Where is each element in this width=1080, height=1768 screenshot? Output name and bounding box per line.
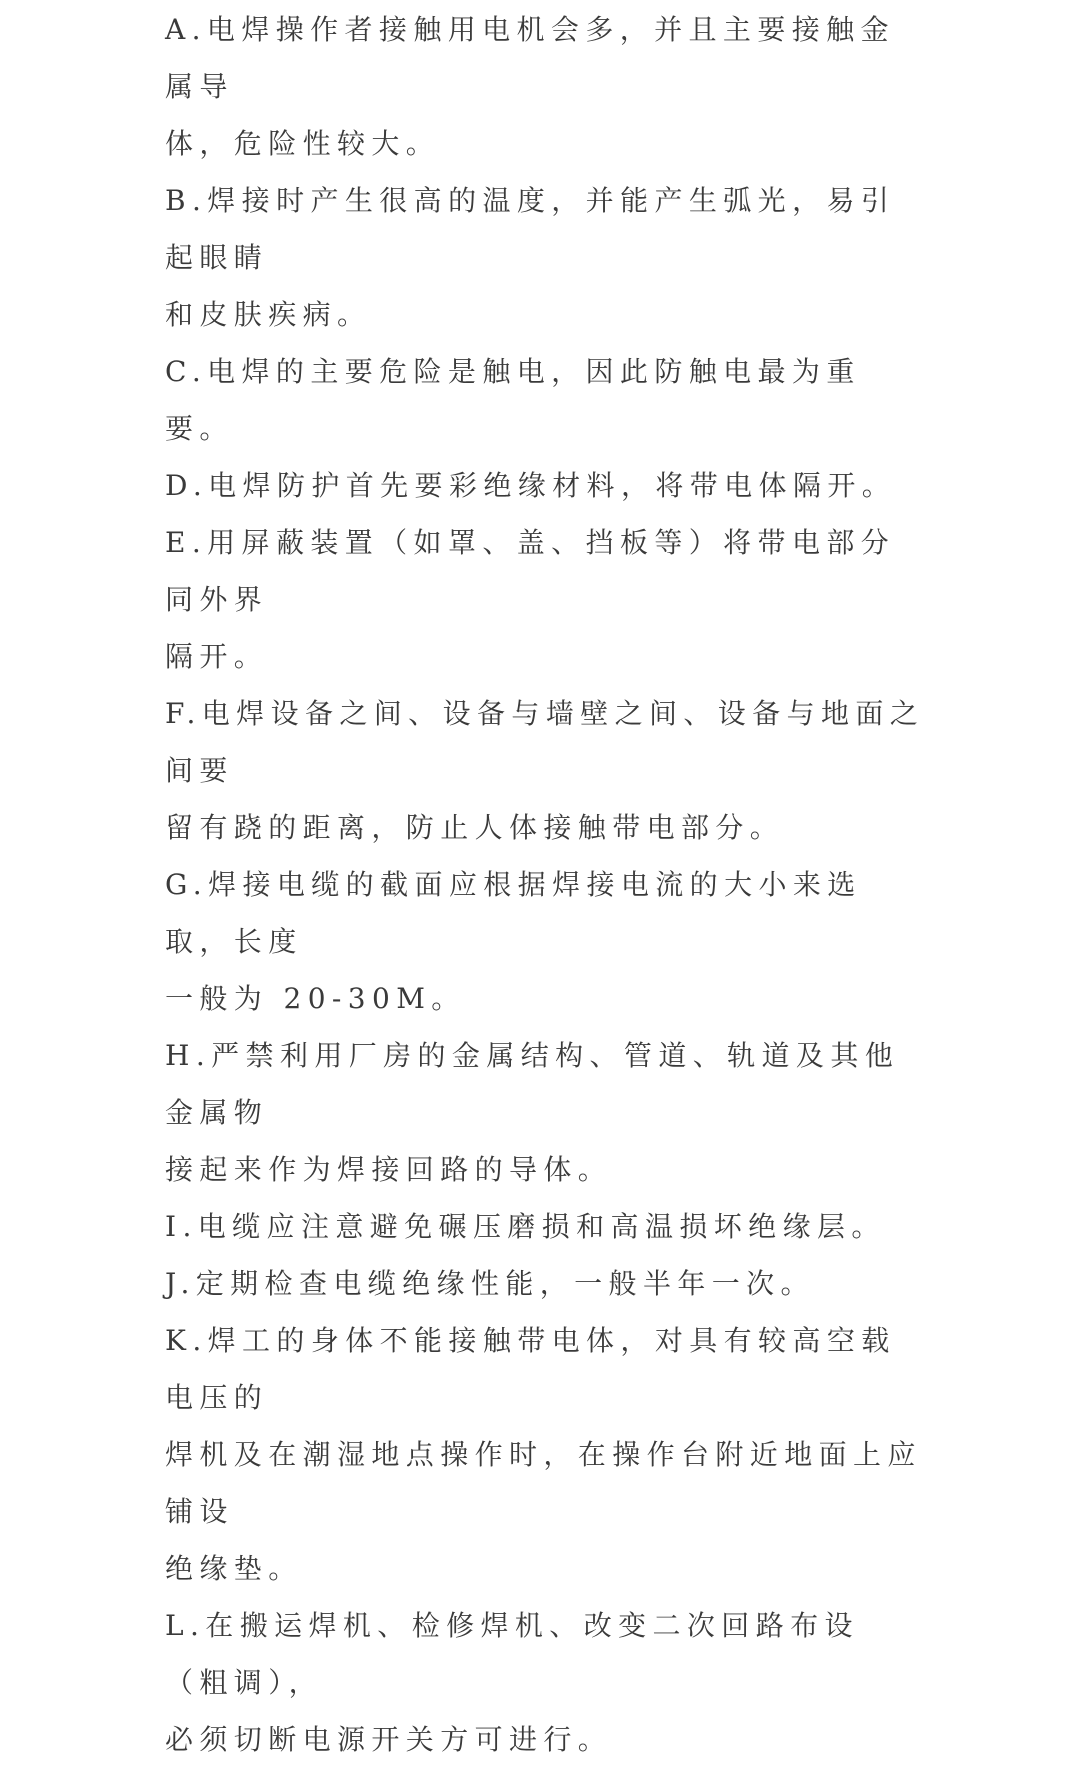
rule-item-h: [165, 1027, 925, 1198]
rule-line: 一般为 20-30M。: [165, 982, 466, 1015]
rule-item-f: [165, 685, 925, 856]
rule-line: E.用屏蔽装置（如罩、盖、挡板等）将带电部分同外界: [165, 526, 896, 616]
rule-item-c: [165, 343, 925, 457]
rule-item-k: [165, 1312, 925, 1597]
rule-line: D.电焊防护首先要彩绝缘材料，将带电体隔开。: [165, 469, 897, 502]
rule-line: J.定期检查电缆绝缘性能，一般半年一次。: [165, 1267, 815, 1300]
rule-item-i: [165, 1198, 925, 1255]
rule-line: 绝缘垫。: [165, 1552, 303, 1585]
rule-line: 焊机及在潮湿地点操作时，在操作台附近地面上应铺设: [165, 1438, 922, 1528]
rule-item-e: [165, 514, 925, 685]
rule-line: 留有跷的距离，防止人体接触带电部分。: [165, 811, 785, 844]
rule-item-l: [165, 1597, 925, 1768]
rule-line: 和皮肤疾病。: [165, 298, 372, 331]
rule-line: I.电缆应注意避免碾压磨损和高温损坏绝缘层。: [165, 1210, 886, 1243]
rule-line: 体，危险性较大。: [165, 127, 441, 160]
rule-line: F.电焊设备之间、设备与墙壁之间、设备与地面之间要: [165, 697, 925, 787]
rule-line: L.在搬运焊机、检修焊机、改变二次回路布设（粗调），: [165, 1609, 859, 1699]
rule-line: K.焊工的身体不能接触带电体，对具有较高空载电压的: [165, 1324, 896, 1414]
rule-line: C.电焊的主要危险是触电，因此防触电最为重要。: [165, 355, 861, 445]
rule-line: 接起来作为焊接回路的导体。: [165, 1153, 613, 1186]
rule-item-g: [165, 856, 925, 1027]
rule-line: A.电焊操作者接触用电机会多，并且主要接触金属导: [165, 13, 895, 103]
rule-line: H.严禁利用厂房的金属结构、管道、轨道及其他金属物: [165, 1039, 900, 1129]
rule-item-b: [165, 172, 925, 343]
rule-line: G.焊接电缆的截面应根据焊接电流的大小来选取，长度: [165, 868, 862, 958]
rule-line: B.焊接时产生很高的温度，并能产生弧光，易引起眼睛: [165, 184, 896, 274]
rule-line: 隔开。: [165, 640, 269, 673]
rule-item-a: [165, 1, 925, 172]
rule-item-j: [165, 1255, 925, 1312]
safety-rules-document: [165, 0, 925, 1768]
rule-line: 必须切断电源开关方可进行。: [165, 1723, 613, 1756]
rule-item-d: [165, 457, 925, 514]
